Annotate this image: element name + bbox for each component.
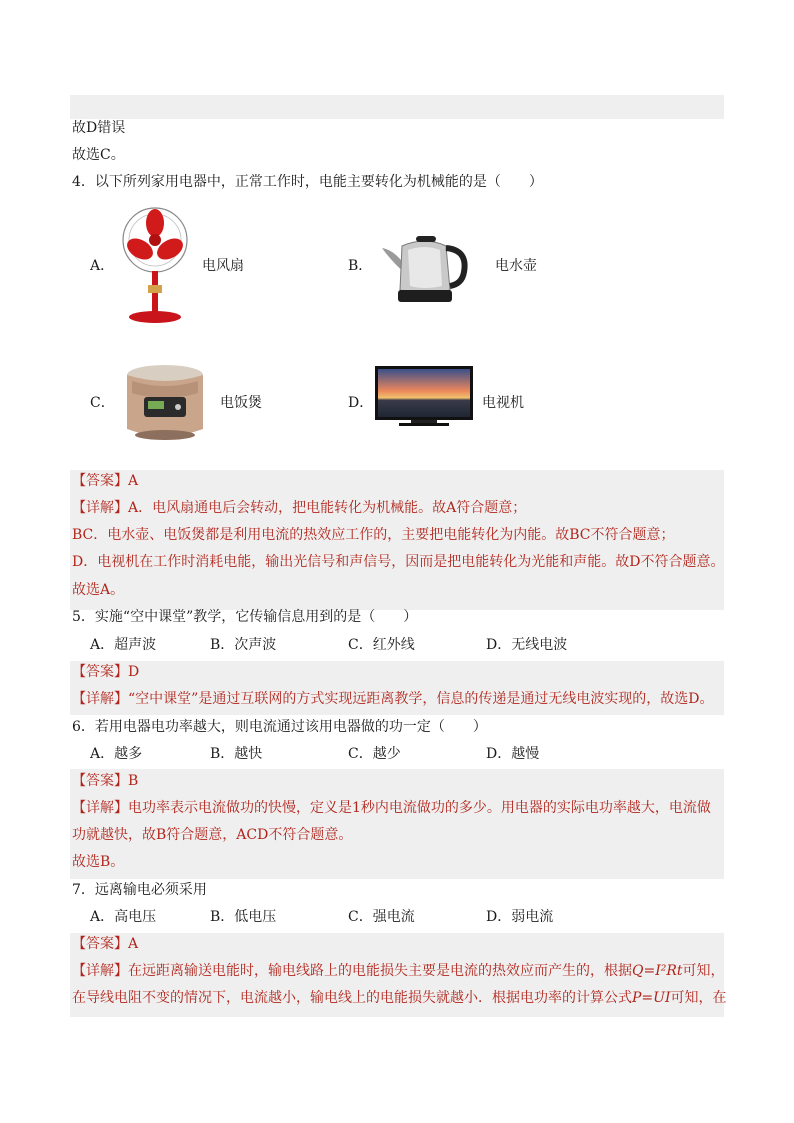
q6-option-d: D．越慢 — [486, 746, 540, 762]
q5-answer — [72, 659, 139, 685]
detail-text: 电功率表示电流做功的快慢，定义是1秒内电流做功的多少。用电器的实际电功率越大，电流做 — [128, 800, 711, 816]
answer-tag: 【答案】 — [72, 773, 128, 789]
q7-detail-line-2 — [72, 985, 726, 1011]
q7-detail-line-1 — [72, 958, 725, 984]
detail-tag: 【详解】 — [72, 500, 128, 516]
q6-option-b: B．越快 — [210, 746, 263, 762]
q4-detail-line-3: D．电视机在工作时消耗电能，输出光信号和声信号，因而是把电能转化为光能和声能。故D不符合题意。 — [72, 554, 725, 570]
prev-conclusion-d: 故D错误 — [72, 120, 126, 136]
q5-option-b: B．次声波 — [210, 637, 277, 653]
answer-tag: 【答案】 — [72, 936, 128, 952]
answer-value: D — [128, 664, 140, 680]
q4-option-c-letter: C． — [90, 395, 115, 411]
q4-option-d-letter: D． — [348, 395, 374, 411]
q5-option-c: C．红外线 — [348, 637, 415, 653]
q6-detail-line-2: 功就越快，故B符合题意，ACD不符合题意。 — [72, 827, 353, 843]
q4-stem: 4．以下所列家用电器中，正常工作时，电能主要转化为机械能的是（ ） — [72, 174, 543, 190]
detail-text: 在导线电阻不变的情况下，电流越小，输电线上的电能损失就越小．根据电功率的计算公式 — [72, 990, 632, 1006]
detail-tag: 【详解】 — [72, 691, 128, 707]
q6-answer — [72, 768, 138, 794]
q7-answer — [72, 931, 138, 957]
top-shade — [70, 95, 724, 119]
detail-tag: 【详解】 — [72, 963, 128, 979]
detail-text: A．电风扇通电后会转动，把电能转化为机械能。故A符合题意； — [128, 500, 527, 516]
q4-detail-line-2: BC．电水壶、电饭煲都是利用电流的热效应工作的，主要把电能转化为内能。故BC不符合题意； — [72, 527, 675, 543]
q6-option-c: C．越少 — [348, 746, 401, 762]
electric-kettle-icon — [380, 228, 470, 308]
q4-detail-line-1 — [72, 495, 526, 521]
q7-option-c: C．强电流 — [348, 909, 415, 925]
answer-tag: 【答案】 — [72, 664, 128, 680]
q6-option-a: A．越多 — [90, 746, 143, 762]
q4-option-b-letter: B． — [348, 258, 373, 274]
power-formula: P=UI — [632, 990, 671, 1006]
answer-tag: 【答案】 — [72, 473, 128, 489]
q6-stem: 6．若用电器电功率越大，则电流通过该用电器做的功一定（ ） — [72, 719, 487, 735]
q5-option-a: A．超声波 — [90, 637, 157, 653]
detail-text-end: 可知，在 — [670, 990, 727, 1006]
q7-option-b: B．低电压 — [210, 909, 277, 925]
q4-option-c-label: 电饭煲 — [220, 395, 262, 411]
rice-cooker-icon — [122, 363, 208, 443]
q6-detail-line-1 — [72, 795, 711, 821]
answer-value: A — [128, 936, 139, 952]
q5-detail — [72, 686, 714, 712]
q4-detail-line-4: 故选A。 — [72, 582, 125, 598]
q7-option-d: D．弱电流 — [486, 909, 554, 925]
q4-answer — [72, 468, 138, 494]
detail-tag: 【详解】 — [72, 800, 128, 816]
electric-fan-icon — [120, 205, 190, 325]
q4-option-b-label: 电水壶 — [495, 258, 537, 274]
television-icon — [375, 366, 473, 430]
q4-option-d-label: 电视机 — [482, 395, 524, 411]
q7-stem: 7．远离输电必须采用 — [72, 882, 207, 898]
heat-formula: Q=I²Rt — [632, 963, 683, 979]
q7-option-a: A．高电压 — [90, 909, 157, 925]
q5-option-d: D．无线电波 — [486, 637, 568, 653]
answer-value: B — [128, 773, 139, 789]
prev-final-answer: 故选C。 — [72, 147, 125, 163]
q4-option-a-letter: A． — [90, 258, 115, 274]
q4-option-a-label: 电风扇 — [202, 258, 244, 274]
answer-value: A — [128, 473, 139, 489]
detail-text: 在远距离输送电能时，输电线路上的电能损失主要是电流的热效应而产生的，根据 — [128, 963, 632, 979]
detail-text-end: 可知， — [682, 963, 725, 979]
q5-stem: 5．实施“空中课堂”教学，它传输信息用到的是（ ） — [72, 609, 418, 625]
q6-detail-line-3: 故选B。 — [72, 854, 125, 870]
detail-text: “空中课堂”是通过互联网的方式实现远距离教学，信息的传递是通过无线电波实现的，故选D。 — [128, 691, 714, 707]
